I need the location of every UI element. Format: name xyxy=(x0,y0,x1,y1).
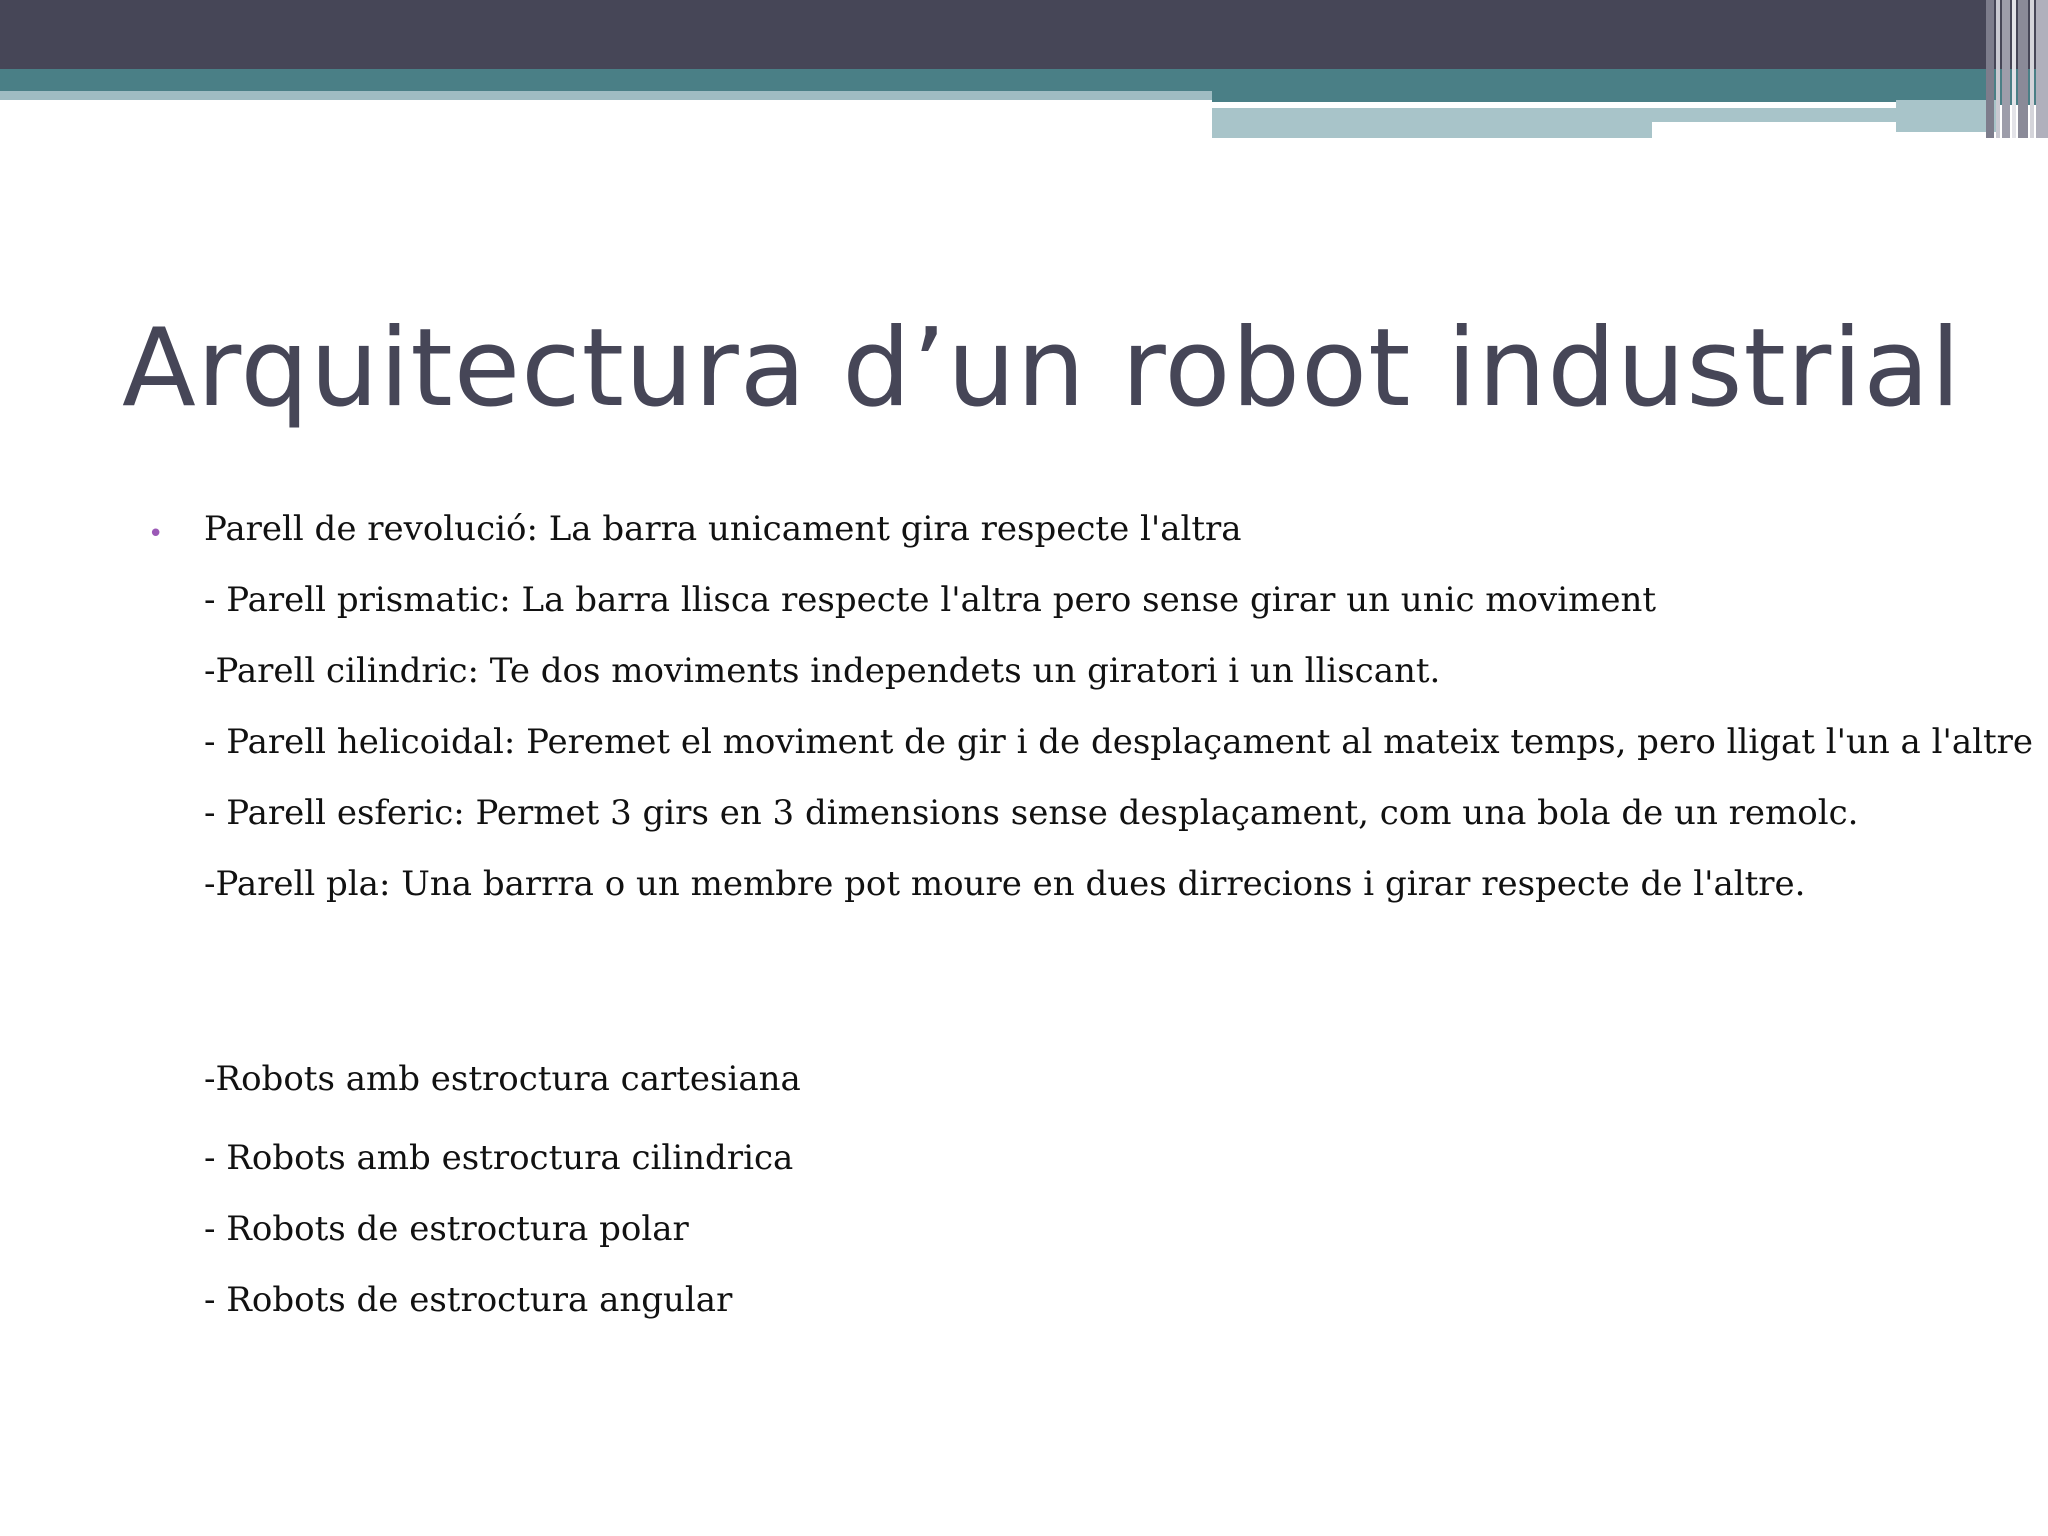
pair-line-pla: -Parell pla: Una barrra o un membre pot moure en dues dirrecions i girar respecte de l'altre. xyxy=(204,864,1806,904)
header-band-light xyxy=(0,91,1212,100)
header-stripes xyxy=(1986,0,2048,138)
slide-title: Arquitectura d’un robot industrial xyxy=(122,306,1962,431)
pair-line-esferic: - Parell esferic: Permet 3 girs en 3 dimensions sense desplaçament, com una bola de un remolc. xyxy=(204,793,1859,833)
structure-line-polar: - Robots de estroctura polar xyxy=(204,1209,689,1249)
header-band-right-light-3 xyxy=(1896,100,1996,132)
structure-line-cartesiana: -Robots amb estroctura cartesiana xyxy=(204,1059,801,1099)
header-band-teal xyxy=(0,69,2048,91)
header-band-right-light-2 xyxy=(1652,108,1900,122)
header-band-dark xyxy=(0,0,2048,69)
pair-line-cilindric: -Parell cilindric: Te dos moviments independets un giratori i un lliscant. xyxy=(204,651,1441,691)
structure-line-cilindrica: - Robots amb estroctura cilindrica xyxy=(204,1138,794,1178)
pair-line-prismatic: - Parell prismatic: La barra llisca respecte l'altra pero sense girar un unic moviment xyxy=(204,580,1657,620)
header-band-right-light xyxy=(1212,108,1652,138)
bullet-icon: • xyxy=(148,519,164,549)
pair-line-revolucio: Parell de revolució: La barra unicament gira respecte l'altra xyxy=(204,509,1242,549)
structure-line-angular: - Robots de estroctura angular xyxy=(204,1280,733,1320)
pair-line-helicoidal: - Parell helicoidal: Peremet el moviment de gir i de desplaçament al mateix temps, pero lligat l'un a l'altre xyxy=(204,722,2034,762)
